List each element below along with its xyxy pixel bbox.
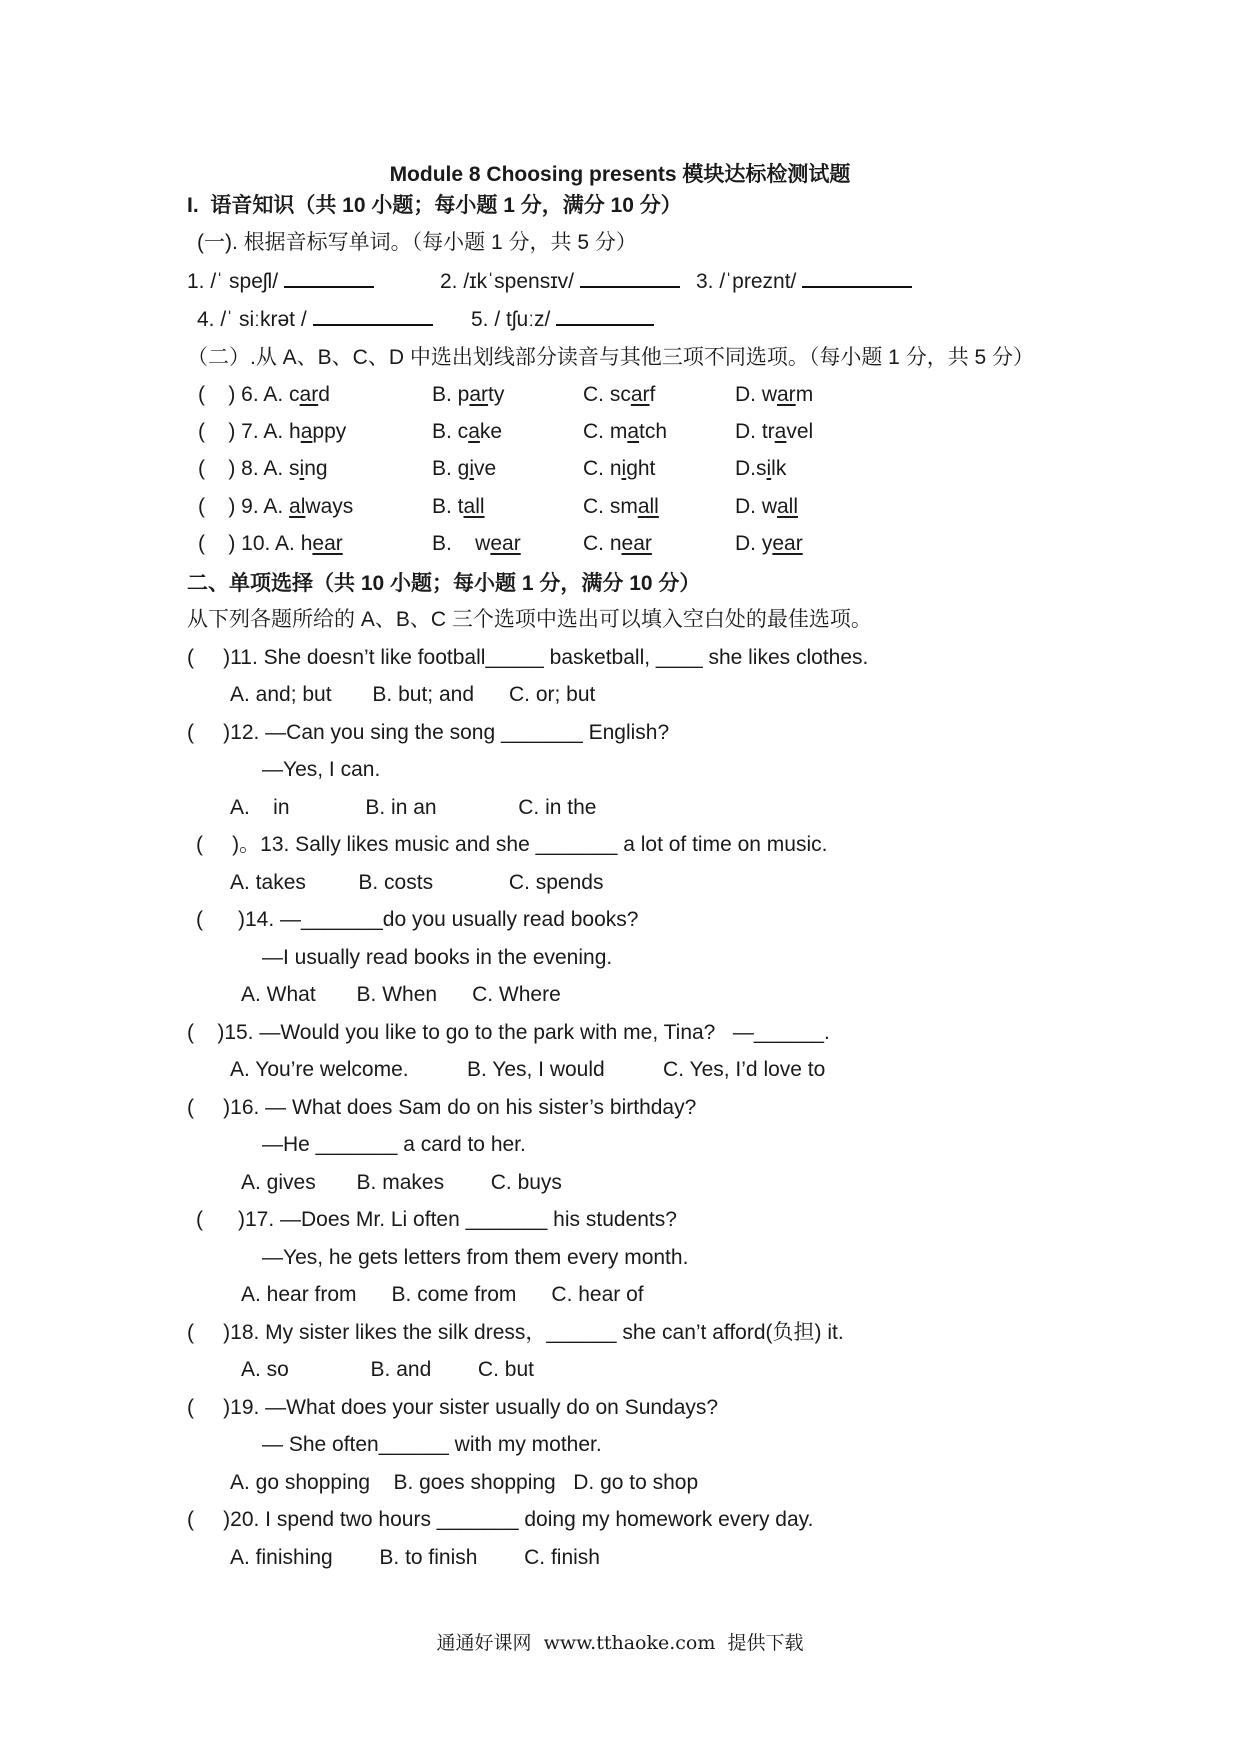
underlined-letters: i [469,457,475,480]
word-part: C. sm [583,495,638,518]
word-part: ng [304,457,328,480]
underlined-letters: ar [630,383,650,406]
question-12-options: A. in B. in an C. in the [230,796,597,819]
question-17-reply: —Yes, he gets letters from them every month. [262,1246,689,1269]
underlined-letters: all [777,495,799,518]
question-13-options: A. takes B. costs C. spends [230,871,604,894]
underlined-letters: i [766,457,772,480]
question-19-reply: — She often______ with my mother. [262,1433,602,1456]
underlined-letters: a [774,420,787,443]
word-part: m [795,383,814,406]
question-11-stem: ( )11. She doesn’t like football_____ basketball, ____ she likes clothes. [187,646,869,669]
section2-heading: 二、单项选择（共 10 小题；每小题 1 分，满分 10 分） [187,572,701,595]
word-part: ( ) 7. A. [198,420,284,443]
word-part: D. y [735,532,773,555]
question-1 [187,268,374,296]
question-15-options: A. You’re welcome. B. Yes, I would C. Yes, I’d love to [230,1058,826,1081]
answer-blank[interactable] [284,284,374,288]
question-17-options: A. hear from B. come from C. hear of [241,1283,644,1306]
q4-phonetic: 4. /ˈ siːkrət / [197,308,307,331]
question-20-options: A. finishing B. to finish C. finish [230,1546,600,1569]
q3-phonetic: 3. /ˈpreznt/ [696,270,797,293]
q5-phonetic: 5. / tʃuːz/ [471,308,551,331]
word-part: c [283,383,300,406]
q2-phonetic: 2. /ɪkˈspensɪv/ [440,270,574,293]
word-part: ( ) 10. A. [198,532,295,555]
underlined-letters: i [299,457,305,480]
pron-item-option-b [432,455,496,483]
underlined-letters: ar [469,383,489,406]
pron-item-option-d [735,418,813,446]
word-part: B. t [432,495,464,518]
word-part: s [283,457,300,480]
answer-blank[interactable] [313,322,433,326]
underlined-letters: ear [772,532,803,555]
question-17-stem: ( )17. —Does Mr. Li often _______ his students? [196,1208,677,1231]
question-18-options: A. so B. and C. but [241,1358,534,1381]
question-12-reply: —Yes, I can. [262,758,381,781]
word-part: ght [626,457,656,480]
underlined-letters: all [637,495,659,518]
question-20-stem: ( )20. I spend two hours _______ doing my homework every day. [187,1508,814,1531]
underlined-letters: i [621,457,627,480]
underlined-letters: ar [299,383,319,406]
pron-item-option-a [198,530,343,558]
pron-item-option-c [583,418,667,446]
word-part: C. sc [583,383,631,406]
question-12-stem: ( )12. —Can you sing the song _______ English? [187,721,670,744]
underlined-letters: ar [777,383,796,406]
pron-item-option-d [735,530,803,558]
pron-item-option-a [198,493,353,521]
pron-item-option-c [583,530,652,558]
word-part: D. tr [735,420,775,443]
word-part: tch [639,420,668,443]
question-16-stem: ( )16. — What does Sam do on his sister’s birthday? [187,1096,697,1119]
question-14-stem: ( )14. —_______do you usually read books? [196,908,639,931]
word-part: ( ) 9. A. [198,495,284,518]
answer-blank[interactable] [802,284,912,288]
pron-item-option-a [198,418,346,446]
answer-blank[interactable] [580,284,680,288]
section1-heading: I. 语音知识（共 10 小题；每小题 1 分，满分 10 分） [187,194,682,217]
question-14-options: A. What B. When C. Where [241,983,561,1006]
question-3 [696,268,912,296]
word-part: B. g [432,457,470,480]
word-part: f [649,383,656,406]
word-part: lk [771,457,787,480]
question-11-options: A. and; but B. but; and C. or; but [230,683,596,706]
pron-item-option-d [735,381,813,409]
underlined-letters: ear [621,532,652,555]
word-part: B. p [432,383,470,406]
underlined-letters: a [300,420,313,443]
section2-instruction: 从下列各题所给的 A、B、C 三个选项中选出可以填入空白处的最佳选项。 [187,608,872,631]
pron-item-option-d [735,455,786,483]
word-part: C. n [583,457,622,480]
word-part: B. c [432,420,469,443]
question-19-options: A. go shopping B. goes shopping D. go to shop [230,1471,699,1494]
word-part: C. m [583,420,628,443]
word-part: C. n [583,532,622,555]
part2-heading: （二）.从 A、B、C、D 中选出划线部分读音与其他三项不同选项。（每小题 1 分，共 5 分） [187,346,1035,369]
pron-item-option-a [198,381,330,409]
pron-item-option-c [583,455,655,483]
question-15-stem: ( )15. —Would you like to go to the park with me, Tina? —______. [187,1021,830,1044]
part1-heading: (一). 根据音标写单词。（每小题 1 分，共 5 分） [197,231,637,254]
question-16-options: A. gives B. makes C. buys [241,1171,562,1194]
question-5 [471,306,654,334]
word-part: ( ) 8. A. [198,457,284,480]
pron-item-option-a [198,455,328,483]
word-part: ty [488,383,505,406]
question-2 [440,268,680,296]
underlined-letters: a [627,420,640,443]
word-part: ppy [312,420,347,443]
word-part: h [294,532,313,555]
question-18-stem: ( )18. My sister likes the silk dress，______ she can’t afford(负担) it. [187,1321,844,1344]
underlined-letters: all [463,495,485,518]
footer-credit: 通通好课网 www.tthaoke.com 提供下载 [436,1632,804,1654]
question-13-stem: ( )。13. Sally likes music and she _______ a lot of time on music. [196,833,828,856]
page-title: Module 8 Choosing presents 模块达标检测试题 [389,163,851,186]
word-part: B. w [432,532,491,555]
pron-item-option-b [432,530,521,558]
pron-item-option-d [735,493,798,521]
q1-phonetic: 1. /ˈ speʃl/ [187,270,279,293]
word-part: ve [474,457,497,480]
answer-blank[interactable] [556,322,654,326]
question-19-stem: ( )19. —What does your sister usually do on Sundays? [187,1396,719,1419]
word-part: D. w [735,495,777,518]
word-part: ways [305,495,354,518]
word-part: ke [479,420,503,443]
word-part: d [318,383,330,406]
underlined-letters: ear [490,532,521,555]
question-4 [197,306,433,334]
word-part: D. w [735,383,777,406]
pron-item-option-c [583,381,655,409]
pron-item-option-c [583,493,659,521]
pron-item-option-b [432,418,502,446]
word-part: ( ) 6. A. [198,383,284,406]
pron-item-option-b [432,381,504,409]
underlined-letters: a [468,420,480,443]
question-14-reply: —I usually read books in the evening. [262,946,613,969]
word-part: h [283,420,301,443]
question-16-reply: —He _______ a card to her. [262,1133,526,1156]
word-part: D.s [735,457,767,480]
word-part: vel [786,420,814,443]
pron-item-option-b [432,493,485,521]
underlined-letters: ear [312,532,343,555]
underlined-letters: al [289,495,306,518]
